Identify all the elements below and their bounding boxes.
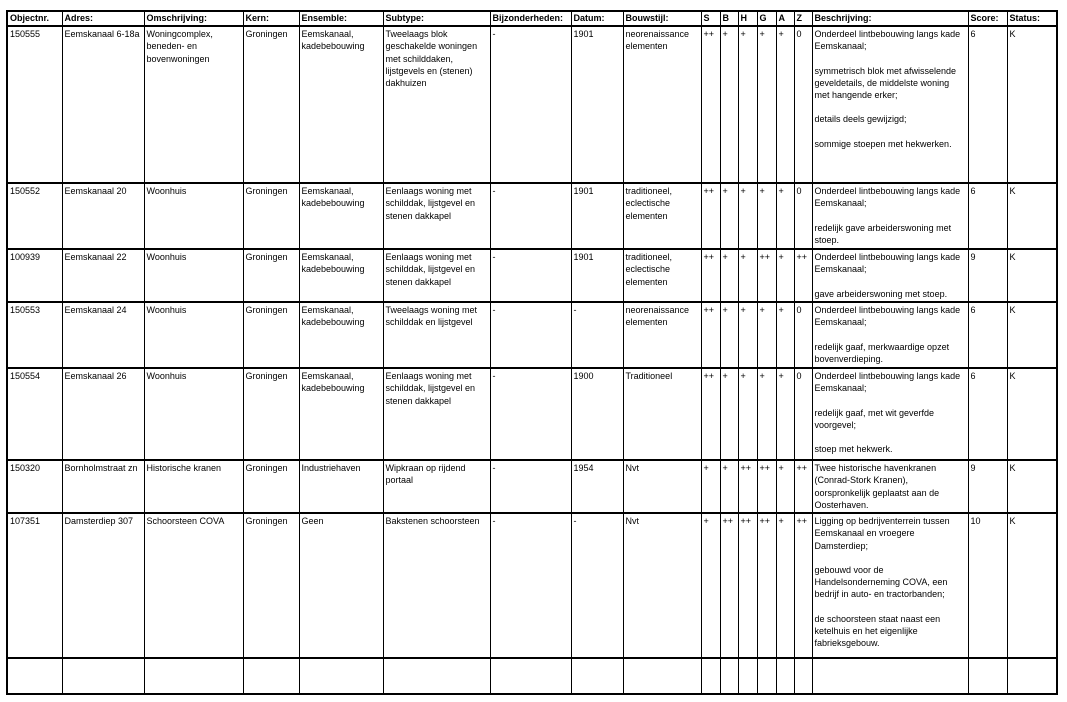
col-subtype-header: Subtype:: [383, 11, 490, 26]
col-bouwstijl-cell: Nvt: [623, 460, 701, 513]
col-a-cell: +: [776, 460, 794, 513]
beschrijving-paragraph: details deels gewijzigd;: [814, 114, 907, 125]
col-subtype-cell: Tweelaags blok geschakelde woningen met schilddaken, lijstgevels en (stenen) dakhuizen: [383, 26, 490, 183]
beschrijving-paragraph: gebouwd voor de Handelsonderneming COVA, een bedrijf in auto- en tractorbanden;: [814, 564, 948, 600]
beschrijving-paragraph: Onderdeel lintbebouwing langs kade Eemskanaal;: [814, 305, 961, 328]
col-score-cell: 6: [968, 302, 1007, 368]
table-body: [7, 26, 1057, 694]
col-bijzonderheden-cell: -: [490, 460, 571, 513]
col-s-cell: ++: [701, 368, 720, 460]
col-adres-cell: Damsterdiep 307: [62, 513, 144, 658]
col-adres-cell: Bornholmstraat zn: [62, 460, 144, 513]
col-omschrijving-cell: Woonhuis: [144, 368, 243, 460]
col-subtype-cell: Eenlaags woning met schilddak, lijstgevel en stenen dakkapel: [383, 368, 490, 460]
empty-cell: [776, 658, 794, 694]
col-z-cell: ++: [794, 513, 812, 658]
col-ensemble-header: Ensemble:: [299, 11, 383, 26]
col-h-cell: +: [738, 249, 757, 302]
col-z-cell: ++: [794, 460, 812, 513]
col-h-cell: ++: [738, 460, 757, 513]
col-z-cell: 0: [794, 26, 812, 183]
col-a-cell: +: [776, 302, 794, 368]
empty-cell: [490, 658, 571, 694]
empty-cell: [62, 658, 144, 694]
beschrijving-paragraph: gave arbeiderswoning met stoep.: [814, 288, 948, 299]
empty-cell: [571, 658, 623, 694]
empty-cell: [383, 658, 490, 694]
col-status-cell: K: [1007, 368, 1057, 460]
table-row: [7, 302, 1057, 368]
empty-cell: [757, 658, 776, 694]
col-score-cell: 6: [968, 26, 1007, 183]
col-z-cell: 0: [794, 183, 812, 249]
col-bijzonderheden-cell: -: [490, 249, 571, 302]
col-z-cell: 0: [794, 368, 812, 460]
col-ensemble-cell: Eemskanaal, kadebebouwing: [299, 249, 383, 302]
col-ensemble-cell: Geen: [299, 513, 383, 658]
table-row: [7, 26, 1057, 183]
col-b-cell: +: [720, 460, 738, 513]
col-bouwstijl-cell: neorenaissance elementen: [623, 302, 701, 368]
beschrijving-paragraph: Twee historische havenkranen (Conrad-Stork Kranen), oorspronkelijk geplaatst aan de Oosterhaven.: [814, 463, 940, 510]
col-beschrijving-cell: [812, 183, 968, 249]
col-datum-cell: 1900: [571, 368, 623, 460]
beschrijving-paragraph: redelijk gaaf, met wit geverfde voorgevel;: [814, 407, 935, 430]
beschrijving-paragraph: Onderdeel lintbebouwing langs kade Eemskanaal;: [814, 252, 961, 275]
col-objectnr-cell: 150553: [7, 302, 62, 368]
table-row: [7, 183, 1057, 249]
beschrijving-paragraph: symmetrisch blok met afwisselende geveldetails, de middelste woning met hangende erker;: [814, 65, 957, 101]
col-ensemble-cell: Eemskanaal, kadebebouwing: [299, 302, 383, 368]
col-datum-cell: -: [571, 513, 623, 658]
col-b-cell: +: [720, 368, 738, 460]
col-datum-cell: 1901: [571, 183, 623, 249]
col-g-cell: +: [757, 302, 776, 368]
beschrijving-paragraph: Onderdeel lintbebouwing langs kade Eemskanaal;: [814, 371, 961, 394]
col-score-cell: 6: [968, 368, 1007, 460]
col-s-cell: ++: [701, 183, 720, 249]
col-bouwstijl-cell: traditioneel, eclectische elementen: [623, 183, 701, 249]
col-score-cell: 6: [968, 183, 1007, 249]
col-datum-cell: 1901: [571, 26, 623, 183]
beschrijving-paragraph: redelijk gaaf, merkwaardige opzet bovenverdieping.: [814, 341, 950, 364]
col-adres-cell: Eemskanaal 20: [62, 183, 144, 249]
col-objectnr-cell: 150555: [7, 26, 62, 183]
table-row: [7, 368, 1057, 460]
col-status-cell: K: [1007, 513, 1057, 658]
col-bouwstijl-cell: Nvt: [623, 513, 701, 658]
col-s-cell: ++: [701, 26, 720, 183]
col-h-header: H: [738, 11, 757, 26]
col-subtype-cell: Eenlaags woning met schilddak, lijstgevel en stenen dakkapel: [383, 249, 490, 302]
col-b-cell: +: [720, 183, 738, 249]
empty-cell: [299, 658, 383, 694]
col-kern-cell: Groningen: [243, 368, 299, 460]
col-h-cell: +: [738, 26, 757, 183]
col-bouwstijl-cell: Traditioneel: [623, 368, 701, 460]
col-beschrijving-header: Beschrijving:: [812, 11, 968, 26]
col-status-cell: K: [1007, 183, 1057, 249]
col-s-cell: +: [701, 513, 720, 658]
col-objectnr-cell: 150554: [7, 368, 62, 460]
empty-cell: [1007, 658, 1057, 694]
col-subtype-cell: Eenlaags woning met schilddak, lijstgevel en stenen dakkapel: [383, 183, 490, 249]
col-a-header: A: [776, 11, 794, 26]
col-s-header: S: [701, 11, 720, 26]
col-a-cell: +: [776, 249, 794, 302]
col-b-cell: +: [720, 302, 738, 368]
col-objectnr-header: Objectnr.: [7, 11, 62, 26]
col-score-header: Score:: [968, 11, 1007, 26]
empty-cell: [794, 658, 812, 694]
col-omschrijving-header: Omschrijving:: [144, 11, 243, 26]
col-g-header: G: [757, 11, 776, 26]
beschrijving-paragraph: Onderdeel lintbebouwing langs kade Eemskanaal;: [814, 186, 961, 209]
col-bouwstijl-cell: traditioneel, eclectische elementen: [623, 249, 701, 302]
col-bijzonderheden-header: Bijzonderheden:: [490, 11, 571, 26]
col-datum-cell: 1901: [571, 249, 623, 302]
col-omschrijving-cell: Woonhuis: [144, 183, 243, 249]
header-row: [7, 11, 1057, 26]
col-ensemble-cell: Eemskanaal, kadebebouwing: [299, 183, 383, 249]
col-g-cell: ++: [757, 513, 776, 658]
col-a-cell: +: [776, 368, 794, 460]
col-s-cell: +: [701, 460, 720, 513]
col-adres-cell: Eemskanaal 26: [62, 368, 144, 460]
col-kern-cell: Groningen: [243, 460, 299, 513]
col-g-cell: +: [757, 368, 776, 460]
col-datum-cell: 1954: [571, 460, 623, 513]
col-objectnr-cell: 100939: [7, 249, 62, 302]
col-beschrijving-cell: [812, 26, 968, 183]
col-subtype-cell: Wipkraan op rijdend portaal: [383, 460, 490, 513]
beschrijving-paragraph: Onderdeel lintbebouwing langs kade Eemskanaal;: [814, 29, 961, 52]
col-status-cell: K: [1007, 460, 1057, 513]
empty-cell: [243, 658, 299, 694]
col-bijzonderheden-cell: -: [490, 368, 571, 460]
col-kern-cell: Groningen: [243, 249, 299, 302]
empty-cell: [738, 658, 757, 694]
col-adres-header: Adres:: [62, 11, 144, 26]
col-beschrijving-cell: [812, 302, 968, 368]
col-adres-cell: Eemskanaal 22: [62, 249, 144, 302]
col-a-cell: +: [776, 513, 794, 658]
col-z-header: Z: [794, 11, 812, 26]
col-adres-cell: Eemskanaal 6-18a: [62, 26, 144, 183]
col-subtype-cell: Bakstenen schoorsteen: [383, 513, 490, 658]
col-status-cell: K: [1007, 26, 1057, 183]
beschrijving-paragraph: Ligging op bedrijventerrein tussen Eemskanaal en vroegere Damsterdiep;: [814, 516, 950, 551]
col-b-header: B: [720, 11, 738, 26]
col-beschrijving-cell: [812, 249, 968, 302]
col-objectnr-cell: 150552: [7, 183, 62, 249]
col-status-cell: K: [1007, 249, 1057, 302]
col-bijzonderheden-cell: -: [490, 302, 571, 368]
col-beschrijving-cell: [812, 368, 968, 460]
col-s-cell: ++: [701, 302, 720, 368]
col-z-cell: 0: [794, 302, 812, 368]
monument-table: [6, 10, 1058, 695]
col-kern-cell: Groningen: [243, 26, 299, 183]
col-s-cell: ++: [701, 249, 720, 302]
col-kern-cell: Groningen: [243, 513, 299, 658]
col-subtype-cell: Tweelaags woning met schilddak en lijstgevel: [383, 302, 490, 368]
col-ensemble-cell: Industriehaven: [299, 460, 383, 513]
empty-cell: [720, 658, 738, 694]
col-status-cell: K: [1007, 302, 1057, 368]
col-bijzonderheden-cell: -: [490, 513, 571, 658]
col-omschrijving-cell: Historische kranen: [144, 460, 243, 513]
col-bouwstijl-cell: neorenaissance elementen: [623, 26, 701, 183]
empty-cell: [968, 658, 1007, 694]
col-g-cell: ++: [757, 460, 776, 513]
col-kern-cell: Groningen: [243, 183, 299, 249]
table-row: [7, 513, 1057, 658]
col-beschrijving-cell: [812, 460, 968, 513]
col-g-cell: ++: [757, 249, 776, 302]
col-status-header: Status:: [1007, 11, 1057, 26]
col-datum-header: Datum:: [571, 11, 623, 26]
col-h-cell: +: [738, 368, 757, 460]
col-ensemble-cell: Eemskanaal, kadebebouwing: [299, 26, 383, 183]
col-z-cell: ++: [794, 249, 812, 302]
col-adres-cell: Eemskanaal 24: [62, 302, 144, 368]
col-score-cell: 10: [968, 513, 1007, 658]
col-objectnr-cell: 150320: [7, 460, 62, 513]
beschrijving-paragraph: sommige stoepen met hekwerken.: [814, 138, 952, 149]
col-b-cell: ++: [720, 513, 738, 658]
col-bouwstijl-header: Bouwstijl:: [623, 11, 701, 26]
col-score-cell: 9: [968, 249, 1007, 302]
col-beschrijving-cell: [812, 513, 968, 658]
col-omschrijving-cell: Woningcomplex, beneden- en bovenwoningen: [144, 26, 243, 183]
beschrijving-paragraph: de schoorsteen staat naast een ketelhuis en het eigenlijke fabrieksgebouw.: [814, 613, 941, 649]
col-b-cell: +: [720, 26, 738, 183]
empty-cell: [701, 658, 720, 694]
col-h-cell: +: [738, 183, 757, 249]
col-g-cell: +: [757, 26, 776, 183]
col-kern-header: Kern:: [243, 11, 299, 26]
col-h-cell: +: [738, 302, 757, 368]
beschrijving-paragraph: stoep met hekwerk.: [814, 444, 893, 455]
col-ensemble-cell: Eemskanaal, kadebebouwing: [299, 368, 383, 460]
col-bijzonderheden-cell: -: [490, 183, 571, 249]
col-g-cell: +: [757, 183, 776, 249]
table-row: [7, 460, 1057, 513]
empty-cell: [7, 658, 62, 694]
col-omschrijving-cell: Schoorsteen COVA: [144, 513, 243, 658]
table-row: [7, 249, 1057, 302]
empty-cell: [144, 658, 243, 694]
inventory-sheet: [6, 10, 1058, 695]
empty-cell: [623, 658, 701, 694]
col-kern-cell: Groningen: [243, 302, 299, 368]
col-bijzonderheden-cell: -: [490, 26, 571, 183]
col-score-cell: 9: [968, 460, 1007, 513]
beschrijving-paragraph: redelijk gave arbeiderswoning met stoep.: [814, 222, 952, 245]
col-b-cell: +: [720, 249, 738, 302]
col-objectnr-cell: 107351: [7, 513, 62, 658]
col-datum-cell: -: [571, 302, 623, 368]
col-omschrijving-cell: Woonhuis: [144, 302, 243, 368]
col-a-cell: +: [776, 26, 794, 183]
col-omschrijving-cell: Woonhuis: [144, 249, 243, 302]
col-a-cell: +: [776, 183, 794, 249]
empty-cell: [812, 658, 968, 694]
col-h-cell: ++: [738, 513, 757, 658]
empty-row: [7, 658, 1057, 694]
